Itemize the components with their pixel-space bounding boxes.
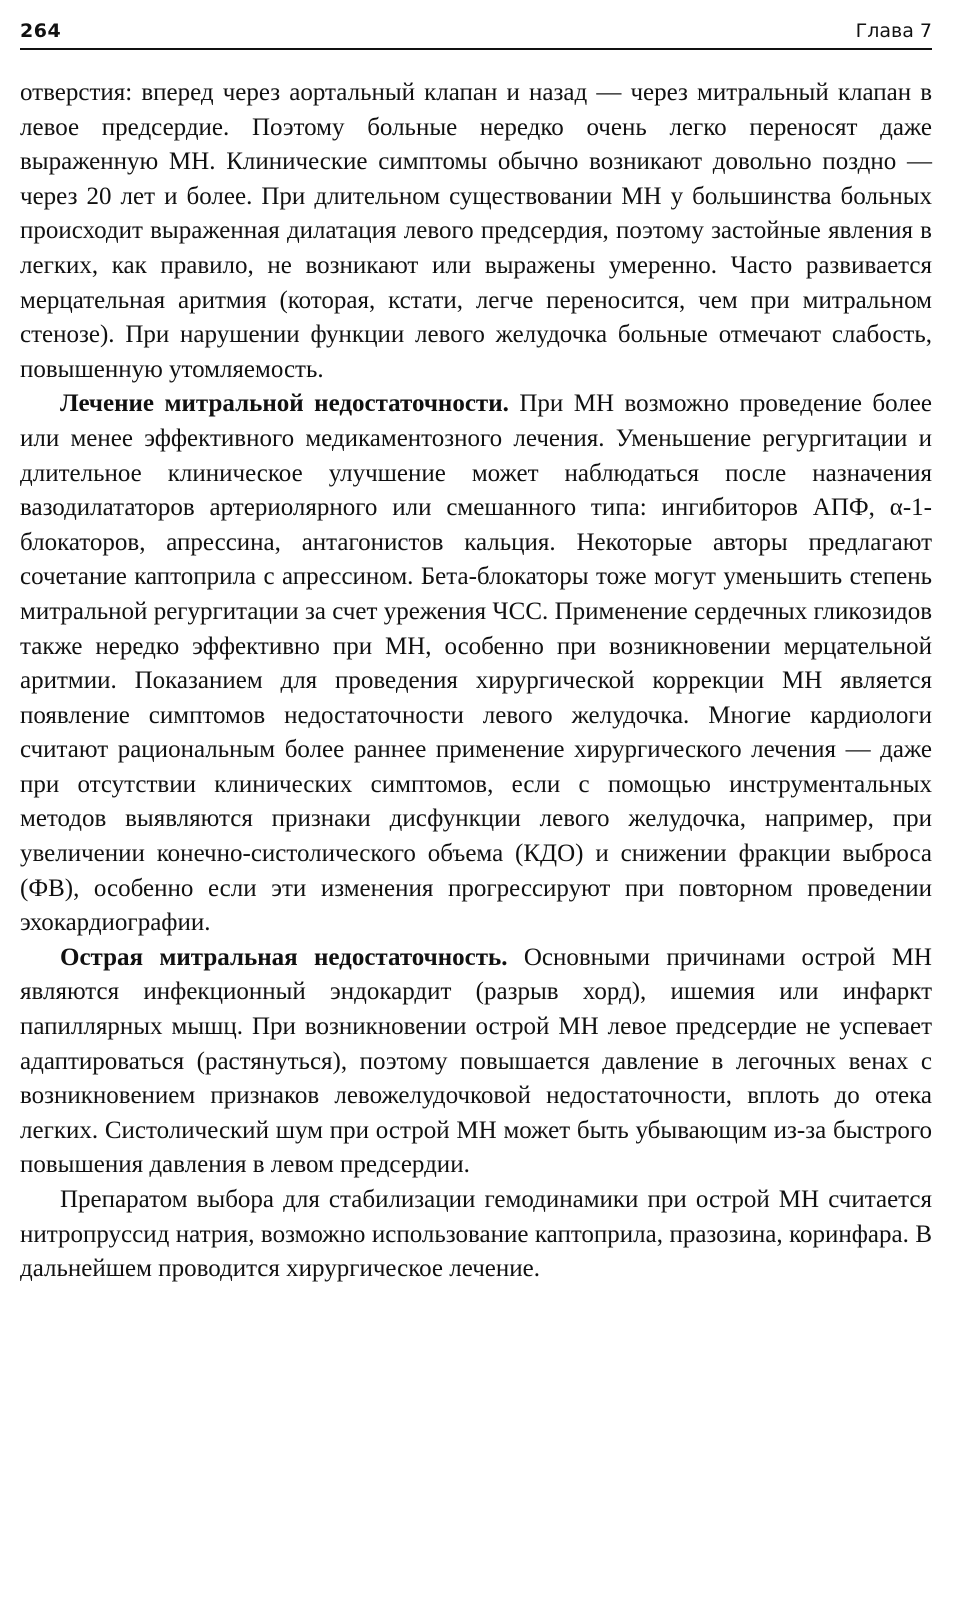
- treatment-text: При МН возможно проведение более или менее эффективного медикаментозного лечения. Уменьшение регургитации и длительное клиническое улучшение может наблюдаться после назначения вазодилататоров артериолярного или смешанного типа: ингибиторов АПФ, α-1-блокаторов, апрессина, антагонистов кальция. Некоторые авторы предлагают сочетание каптоприла с апрессином. Бета-блокаторы тоже могут уменьшить степень митральной регургитации за счет урежения ЧСС. Применение сердечных гликозидов также нередко эффективно при МН, особенно при возникновении мерцательной аритмии. Показанием для проведения хирургической коррекции МН является появление симптомов недостаточности левого желудочка. Многие кардиологи считают рациональным более раннее применение хирургического лечения — даже при отсутствии клинических симптомов, если с помощью инструментальных методов выявляются признаки дисфункции левого желудочка, например, при увеличении конечно-систолического объема (КДО) и снижении фракции выброса (ФВ), особенно если эти изменения прогрессируют при повторном проведении эхокардиографии.: [20, 390, 932, 937]
- chapter-label: Глава 7: [855, 20, 932, 42]
- page-number: 264: [20, 20, 62, 42]
- body-text: [20, 76, 932, 1287]
- paragraph-drug-of-choice: Препаратом выбора для стабилизации гемодинамики при острой МН считается нитропруссид натрия, возможно использование каптоприла, празозина, коринфара. В дальнейшем проводится хирургическое лечение.: [20, 1186, 932, 1283]
- paragraph-acute: [20, 941, 932, 1183]
- acute-text: Основными причинами острой МН являются инфекционный эндокардит (разрыв хорд), ишемия или инфаркт папиллярных мышц. При возникновении острой МН левое предсердие не успевает адаптироваться (растянуться), поэтому повышается давление в легочных венах с возникновением признаков левожелудочковой недостаточности, вплоть до отека легких. Систолический шум при острой МН может быть убывающим из-за быстрого повышения давления в левом предсердии.: [20, 943, 932, 1179]
- acute-heading: Острая митральная недостаточность.: [60, 943, 508, 971]
- treatment-heading: Лечение митральной недостаточности.: [60, 390, 509, 418]
- running-head: [20, 18, 932, 50]
- paragraph-continuation: отверстия: вперед через аортальный клапан и назад — через митральный клапан в левое предсердие. Поэтому больные нередко очень легко переносят даже выраженную МН. Клинические симптомы обычно возникают довольно поздно — через 20 лет и более. При длительном существовании МН у большинства больных происходит выраженная дилатация левого предсердия, поэтому застойные явления в легких, как правило, не возникают или выражены умеренно. Часто развивается мерцательная аритмия (которая, кстати, легче переносится, чем при митральном стенозе). При нарушении функции левого желудочка больные отмечают слабость, повышенную утомляемость.: [20, 79, 932, 383]
- paragraph-treatment: [20, 387, 932, 941]
- book-page: [20, 18, 932, 1578]
